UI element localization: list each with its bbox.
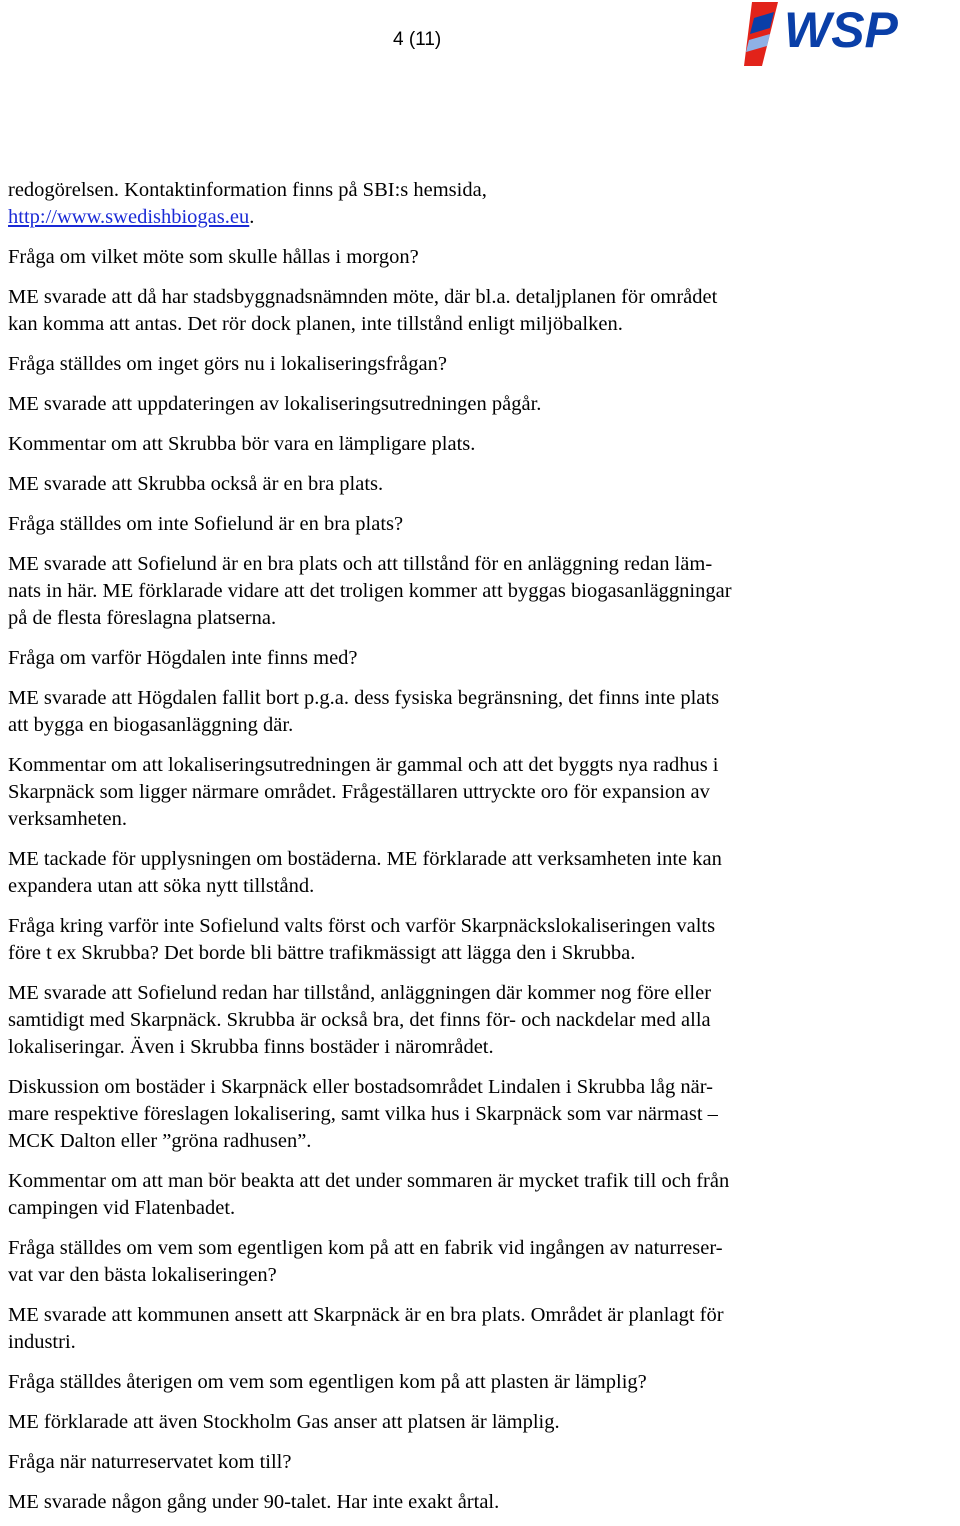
paragraph-line: MCK Dalton eller ”gröna radhusen”. — [8, 1130, 312, 1152]
paragraph-line: Kommentar om att lokaliseringsutredningen är gammal och att det byggts nya radhus i — [8, 754, 719, 776]
paragraph-22 — [8, 1449, 948, 1476]
paragraph-line: Skarpnäck som ligger närmare området. Frågeställaren uttryckte oro för expansion av — [8, 781, 710, 803]
link-trailing-punctuation: . — [249, 206, 255, 228]
sbi-website-link[interactable]: http://www.swedishbiogas.eu — [8, 206, 250, 228]
paragraph-line: Fråga när naturreservatet kom till? — [8, 1451, 292, 1473]
logo-text: WSP — [784, 2, 898, 58]
paragraph-line: ME svarade att kommunen ansett att Skarpnäck är en bra plats. Området är planlagt för — [8, 1304, 724, 1326]
paragraph-line: expandera utan att söka nytt tillstånd. — [8, 875, 315, 897]
paragraph-line: Fråga ställdes om vem som egentligen kom på att en fabrik vid ingången av naturreser- — [8, 1237, 723, 1259]
paragraph-11 — [8, 685, 948, 739]
paragraph-line: ME svarade att uppdateringen av lokaliseringsutredningen pågår. — [8, 393, 542, 415]
paragraph-line: kan komma att antas. Det rör dock planen, inte tillstånd enligt miljöbalken. — [8, 313, 623, 335]
paragraph-line: samtidigt med Skarpnäck. Skrubba är också bra, det finns för- och nackdelar med alla — [8, 1009, 711, 1031]
paragraph-line: ME svarade att Sofielund är en bra plats och att tillstånd för en anläggning redan läm- — [8, 553, 713, 575]
paragraph-13 — [8, 846, 948, 900]
paragraph-line: Kommentar om att Skrubba bör vara en lämpligare plats. — [8, 433, 476, 455]
paragraph-line: verksamheten. — [8, 808, 127, 830]
paragraph-14 — [8, 913, 948, 967]
paragraph-line: Kommentar om att man bör beakta att det under sommaren är mycket trafik till och från — [8, 1170, 730, 1192]
paragraph-line: mare respektive föreslagen lokalisering, samt vilka hus i Skarpnäck som var närmast – — [8, 1103, 718, 1125]
paragraph-line: Fråga om vilket möte som skulle hållas i morgon? — [8, 246, 419, 268]
paragraph-line: ME svarade att Skrubba också är en bra plats. — [8, 473, 384, 495]
paragraph-17 — [8, 1168, 948, 1222]
paragraph-line: Fråga ställdes om inte Sofielund är en bra plats? — [8, 513, 404, 535]
paragraph-line: Fråga om varför Högdalen inte finns med? — [8, 647, 358, 669]
paragraph-line: ME tackade för upplysningen om bostäderna. ME förklarade att verksamheten inte kan — [8, 848, 722, 870]
wsp-logo-graphic — [740, 0, 960, 72]
page-number: 4 (11) — [393, 29, 442, 50]
paragraph-line: vat var den bästa lokaliseringen? — [8, 1264, 277, 1286]
link-line — [8, 204, 948, 231]
paragraph-4 — [8, 351, 948, 378]
paragraph-line: Fråga ställdes återigen om vem som egentligen kom på att plasten är lämplig? — [8, 1371, 647, 1393]
paragraph-15 — [8, 980, 948, 1061]
paragraph-line: ME svarade att då har stadsbyggnadsnämnden möte, där bl.a. detaljplanen för området — [8, 286, 718, 308]
paragraph-5 — [8, 391, 948, 418]
paragraph-16 — [8, 1074, 948, 1155]
paragraph-line: att bygga en biogasanläggning där. — [8, 714, 294, 736]
paragraph-8 — [8, 511, 948, 538]
minutes-body — [8, 177, 948, 1516]
paragraph-line: ME förklarade att även Stockholm Gas anser att platsen är lämplig. — [8, 1411, 560, 1433]
paragraph-line: före t ex Skrubba? Det borde bli bättre trafikmässigt att lägga den i Skrubba. — [8, 942, 636, 964]
paragraph-line: ME svarade att Sofielund redan har tillstånd, anläggningen där kommer nog före eller — [8, 982, 712, 1004]
logo-mark-red — [744, 2, 778, 66]
paragraph-6 — [8, 431, 948, 458]
paragraph-19 — [8, 1302, 948, 1356]
paragraph-12 — [8, 752, 948, 833]
wsp-logo — [740, 0, 960, 72]
paragraph-line: Fråga kring varför inte Sofielund valts först och varför Skarpnäckslokaliseringen valts — [8, 915, 716, 937]
paragraph-line: redogörelsen. Kontaktinformation finns på SBI:s hemsida, — [8, 179, 487, 201]
paragraph-7 — [8, 471, 948, 498]
paragraph-line: industri. — [8, 1331, 76, 1353]
paragraph-21 — [8, 1409, 948, 1436]
paragraph-18 — [8, 1235, 948, 1289]
paragraph-23 — [8, 1489, 948, 1516]
paragraph-9 — [8, 551, 948, 632]
paragraph-20 — [8, 1369, 948, 1396]
paragraph-10 — [8, 645, 948, 672]
paragraph-line: Fråga ställdes om inget görs nu i lokaliseringsfrågan? — [8, 353, 447, 375]
paragraph-line: lokaliseringar. Även i Skrubba finns bostäder i närområdet. — [8, 1036, 494, 1058]
paragraph-line: campingen vid Flatenbadet. — [8, 1197, 236, 1219]
paragraph-line: Diskussion om bostäder i Skarpnäck eller bostadsområdet Lindalen i Skrubba låg när- — [8, 1076, 713, 1098]
paragraph-line: nats in här. ME förklarade vidare att det troligen kommer att byggas biogasanläggningar — [8, 580, 732, 602]
paragraph-line: ME svarade att Högdalen fallit bort p.g.a. dess fysiska begränsning, det finns inte plats — [8, 687, 720, 709]
paragraph-line: på de flesta föreslagna platserna. — [8, 607, 277, 629]
paragraph-3 — [8, 284, 948, 338]
paragraph-line: ME svarade någon gång under 90-talet. Har inte exakt årtal. — [8, 1491, 500, 1513]
paragraph-2 — [8, 244, 948, 271]
paragraph-1 — [8, 177, 948, 231]
